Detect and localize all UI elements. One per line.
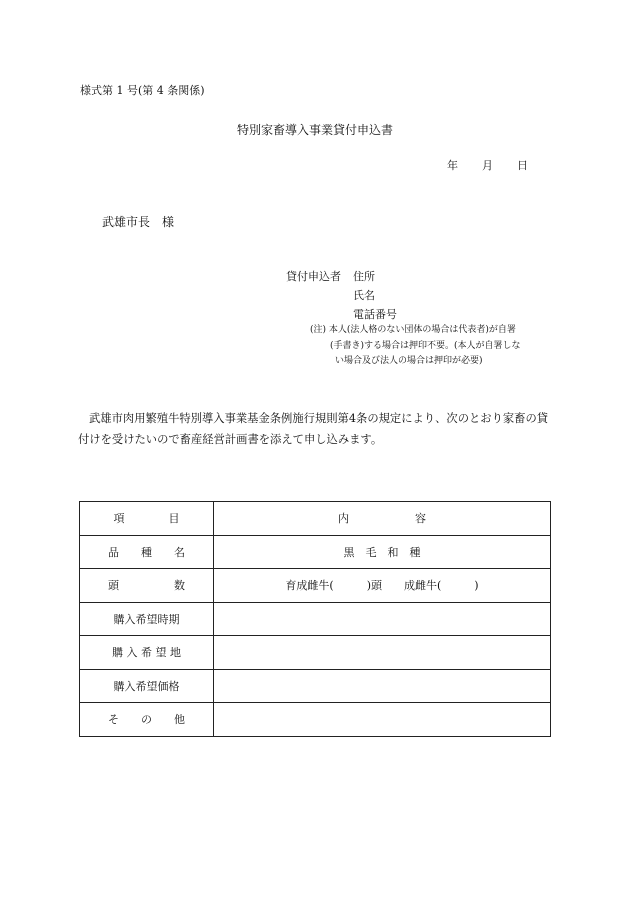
row-label-other: そ の 他: [80, 703, 214, 737]
row-label-purchase-price: 購入希望価格: [80, 669, 214, 703]
header-content: 内 容: [214, 502, 551, 536]
document-title: 特別家畜導入事業貸付申込書: [236, 123, 393, 137]
row-label-head-count: 頭 数: [80, 569, 214, 603]
seal-note-line-2: (手書き)する場合は押印不要。(本人が自署しな: [330, 340, 521, 351]
table-row: [80, 703, 551, 737]
seal-note: [310, 323, 560, 370]
row-value-purchase-place: [214, 636, 551, 670]
date-line: [447, 157, 528, 173]
phone-label: 電話番号: [353, 308, 397, 321]
address-label: 住所: [353, 270, 375, 283]
date-month-label: 月: [482, 159, 493, 172]
name-label: 氏名: [353, 289, 375, 302]
row-label-purchase-time: 購入希望時期: [80, 602, 214, 636]
row-value-head-count: 育成雌牛( )頭 成雌牛( ): [214, 569, 551, 603]
application-statement: 武雄市肉用繁殖牛特別導入事業基金条例施行規則第4条の規定により、次のとおり家畜の貸付けを受けたいので畜産経営計画書を添えて申し込みます。: [78, 412, 549, 446]
addressee: 武雄市長 様: [102, 215, 175, 229]
row-value-other: [214, 703, 551, 737]
table-row: [80, 569, 551, 603]
row-value-purchase-time: [214, 602, 551, 636]
table-header-row: [80, 502, 551, 536]
application-details-table: [79, 501, 551, 737]
row-value-purchase-price: [214, 669, 551, 703]
date-year-label: 年: [447, 159, 458, 172]
row-label-breed: 品 種 名: [80, 535, 214, 569]
row-label-purchase-place: 購 入 希 望 地: [80, 636, 214, 670]
seal-note-line-1: (注) 本人(法人格のない団体の場合は代表者)が自署: [310, 325, 516, 335]
form-number: 様式第 1 号(第 4 条関係): [80, 84, 205, 97]
seal-note-line-3: い場合及び法人の場合は押印が必要): [335, 356, 483, 366]
row-value-breed: 黒 毛 和 種: [214, 535, 551, 569]
table-row: [80, 669, 551, 703]
date-day-label: 日: [517, 159, 528, 172]
header-item: 項 目: [80, 502, 214, 536]
table-row: [80, 602, 551, 636]
table-row: [80, 535, 551, 569]
applicant-label: 貸付申込者: [286, 270, 341, 283]
table-row: [80, 636, 551, 670]
